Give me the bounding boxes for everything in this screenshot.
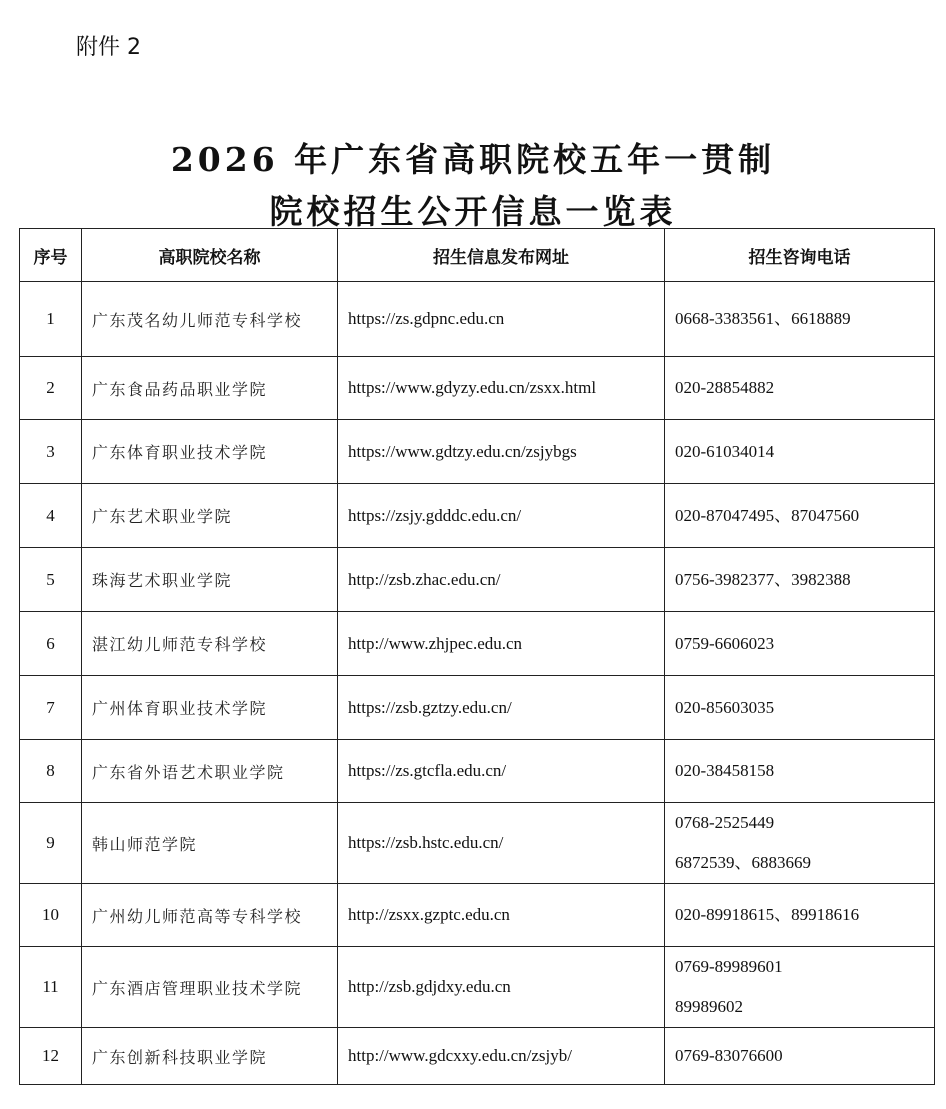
table-row — [20, 548, 935, 612]
table-row — [20, 612, 935, 676]
table-header-row — [20, 229, 935, 282]
consult-phone: 0668-3383561、6618889 — [675, 309, 851, 328]
school-name: 韩山师范学院 — [82, 803, 338, 884]
consult-phone: 6872539、6883669 — [675, 853, 811, 872]
table-row — [20, 282, 935, 357]
consult-phone: 0756-3982377、3982388 — [675, 569, 851, 589]
document-title-line-1: 2026 年广东省高职院校五年一贯制 — [170, 140, 776, 179]
row-index: 5 — [20, 548, 82, 612]
attachment-label: 附件 2 — [76, 35, 141, 60]
consult-phone: 020-38458158 — [675, 761, 775, 780]
admission-website: https://www.gdyzy.edu.cn/zsxx.html — [338, 357, 665, 420]
school-name: 湛江幼儿师范专科学校 — [82, 612, 338, 676]
school-name: 广东省外语艺术职业学院 — [82, 740, 338, 803]
consult-phone-cell — [665, 740, 935, 803]
header-school-name: 高职院校名称 — [82, 229, 338, 282]
row-index: 4 — [20, 484, 82, 548]
table-row — [20, 484, 935, 548]
school-name: 广东茂名幼儿师范专科学校 — [82, 282, 338, 357]
admission-website: https://zsb.gztzy.edu.cn/ — [338, 676, 665, 740]
school-info-table — [19, 228, 935, 1085]
consult-phone-cell — [665, 803, 935, 884]
row-index: 11 — [20, 947, 82, 1028]
header-website: 招生信息发布网址 — [338, 229, 665, 282]
consult-phone: 89989602 — [675, 997, 743, 1016]
header-phone: 招生咨询电话 — [665, 229, 935, 282]
consult-phone-cell — [665, 548, 935, 612]
school-name: 广东艺术职业学院 — [82, 484, 338, 548]
consult-phone: 020-87047495、87047560 — [675, 505, 860, 525]
consult-phone-cell — [665, 420, 935, 484]
consult-phone: 020-85603035 — [675, 697, 775, 717]
consult-phone: 0769-89989601 — [675, 957, 783, 976]
table-row — [20, 420, 935, 484]
table-row — [20, 676, 935, 740]
admission-website: http://zsxx.gzptc.edu.cn — [338, 884, 665, 947]
row-index: 7 — [20, 676, 82, 740]
consult-phone-cell — [665, 1028, 935, 1085]
consult-phone: 020-89918615、89918616 — [675, 905, 860, 924]
admission-website: https://zsjy.gdddc.edu.cn/ — [338, 484, 665, 548]
header-index: 序号 — [20, 229, 82, 282]
consult-phone-cell — [665, 357, 935, 420]
school-name: 广东体育职业技术学院 — [82, 420, 338, 484]
school-name: 广州幼儿师范高等专科学校 — [82, 884, 338, 947]
consult-phone-cell — [665, 947, 935, 1028]
school-name: 广州体育职业技术学院 — [82, 676, 338, 740]
table-row — [20, 803, 935, 884]
school-name: 广东酒店管理职业技术学院 — [82, 947, 338, 1028]
table-row — [20, 884, 935, 947]
row-index: 1 — [20, 282, 82, 357]
row-index: 3 — [20, 420, 82, 484]
admission-website: https://www.gdtzy.edu.cn/zsjybgs — [338, 420, 665, 484]
table-row — [20, 1028, 935, 1085]
school-name: 珠海艺术职业学院 — [82, 548, 338, 612]
admission-website: https://zsb.hstc.edu.cn/ — [338, 803, 665, 884]
admission-website: https://zs.gtcfla.edu.cn/ — [338, 740, 665, 803]
row-index: 6 — [20, 612, 82, 676]
admission-website: http://www.zhjpec.edu.cn — [338, 612, 665, 676]
document-title-line-2: 院校招生公开信息一览表 — [269, 192, 677, 231]
consult-phone-cell — [665, 884, 935, 947]
consult-phone: 020-28854882 — [675, 378, 775, 397]
admission-website: https://zs.gdpnc.edu.cn — [338, 282, 665, 357]
consult-phone: 0769-83076600 — [675, 1046, 783, 1065]
row-index: 8 — [20, 740, 82, 803]
row-index: 12 — [20, 1028, 82, 1085]
row-index: 9 — [20, 803, 82, 884]
row-index: 2 — [20, 357, 82, 420]
consult-phone-cell — [665, 612, 935, 676]
table-row — [20, 357, 935, 420]
school-name: 广东食品药品职业学院 — [82, 357, 338, 420]
consult-phone: 0759-6606023 — [675, 633, 775, 653]
consult-phone-cell — [665, 282, 935, 357]
consult-phone: 0768-2525449 — [675, 813, 775, 832]
consult-phone-cell — [665, 676, 935, 740]
consult-phone-cell — [665, 484, 935, 548]
row-index: 10 — [20, 884, 82, 947]
consult-phone: 020-61034014 — [675, 441, 775, 461]
admission-website: http://zsb.gdjdxy.edu.cn — [338, 947, 665, 1028]
table-row — [20, 740, 935, 803]
school-name: 广东创新科技职业学院 — [82, 1028, 338, 1085]
table-row — [20, 947, 935, 1028]
admission-website: http://www.gdcxxy.edu.cn/zsjyb/ — [338, 1028, 665, 1085]
admission-website: http://zsb.zhac.edu.cn/ — [338, 548, 665, 612]
